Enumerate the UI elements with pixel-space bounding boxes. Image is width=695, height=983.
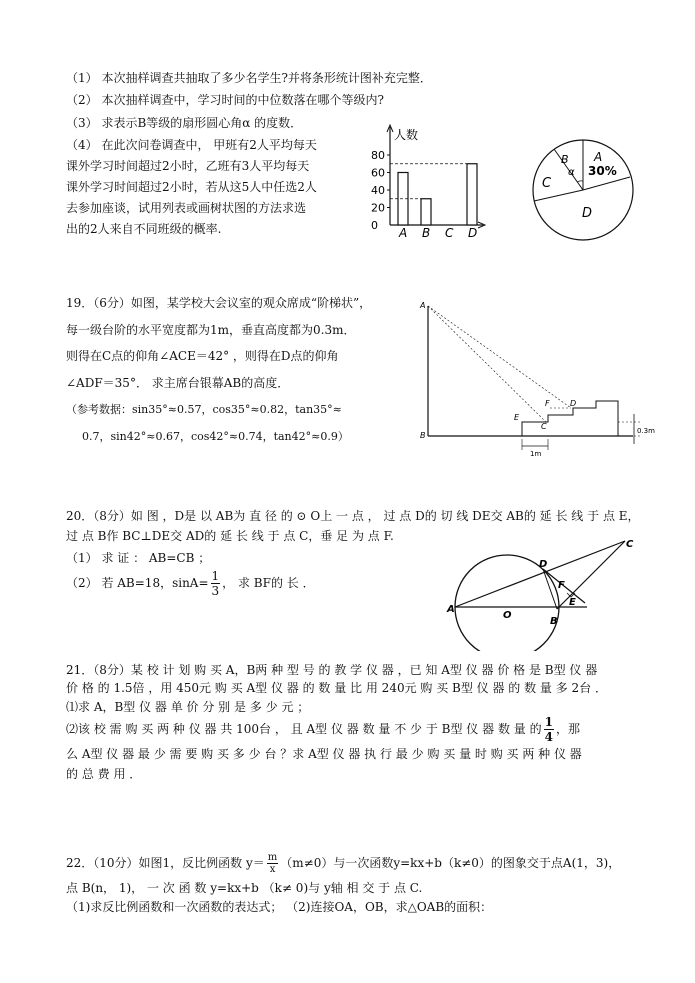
pie-label-b: B [561, 153, 569, 166]
bar-D [467, 164, 477, 225]
fig20-label-e: E [569, 597, 576, 608]
q18-line-6: 课外学习时间超过2小时，若从这5人中任选2人 [66, 180, 317, 194]
q21-line-6: 的 总 费 用 ． [66, 767, 142, 781]
q21-line-4-pre: ⑵该 校 需 购 买 两 种 仪 器 共 100台 ， 且 A型 仪 器 数 量 不 少 于 B型 仪 器 数 量 的 [66, 722, 542, 736]
pie-label-a-pct: 30% [588, 164, 617, 178]
sight-line-c [428, 306, 546, 422]
q21-fraction [544, 715, 554, 744]
q21-line-2: 价 格 的 1.5倍 ，用 450元 购 买 A型 仪 器 的 数 量 比 用 240元 购 买 B型 仪 器 的 数 量 多 2台 ． [66, 681, 608, 695]
fig20-label-f: F [558, 580, 565, 591]
q20-line-2: 过 点 B作 BC⊥DE交 AD的 延 长 线 于 点 C，垂 足 为 点 F. [66, 529, 394, 543]
bar-B [421, 199, 431, 225]
q20-part-2-post: ， 求 BF的 长 ． [222, 576, 315, 590]
pie-label-a: A [594, 150, 603, 164]
q21-line-1: 21．（8分）某 校 计 划 购 买 A，B两 种 型 号 的 教 学 仪 器 ，已 知 A型 仪 器 价 格 是 B型 仪 器 [66, 663, 598, 677]
fig19-label-a: A [420, 301, 426, 310]
q21-frac-den: 4 [544, 730, 553, 744]
q21-line-5: 么 A型 仪 器 最 少 需 要 购 买 多 少 台 ？求 A型 仪 器 执 行 最 少 购 买 量 时 购 买 两 种 仪 器 [66, 747, 582, 761]
q18-line-8: 出的2人来自不同班级的概率. [66, 222, 222, 236]
pie-label-alpha: α [568, 167, 575, 178]
fig20-label-c: C [626, 539, 634, 550]
fig19-label-b: B [420, 431, 426, 440]
fig20-label-a: A [447, 604, 455, 615]
bar-ytick-label: 40 [371, 184, 385, 197]
q22-frac-den: x [269, 864, 276, 875]
fig19-label-width: 1m [530, 450, 542, 458]
line-ac [455, 541, 625, 607]
bar-ytick-label: 80 [371, 149, 385, 162]
q21-line-4-post: ，那 [555, 722, 580, 736]
q22-line-3: （1)求反比例函数和一次函数的表达式； （2)连接OA，OB，求△OAB的面积： [66, 900, 493, 914]
bar-chart [368, 122, 493, 240]
pie-label-c: C [542, 176, 552, 191]
fig20-label-o: O [503, 610, 512, 621]
q22-fraction [267, 852, 278, 875]
bar-category-label: D [468, 226, 478, 240]
q18-line-1: （1） 本次抽样调查共抽取了多少名学生?并将条形统计图补充完整． [66, 71, 432, 85]
q20-part-2 [66, 568, 315, 598]
pie-slice-divider [583, 177, 630, 190]
bar-ytick-label: 60 [371, 166, 385, 180]
q20-line-1: 20．（8分）如 图 ，D是 以 AB为 直 径 的 ⊙ O上 一 点 ， 过 点 D的 切 线 DE交 AB的 延 长 线 于 点 E， [66, 509, 640, 523]
bar-ytick-label: 0 [371, 219, 378, 232]
q18-line-4: （4） 在此次问卷调查中， 甲班有2人平均每天 [66, 138, 317, 152]
q18-line-2: （2） 本次抽样调查中，学习时间的中位数落在哪个等级内? [66, 93, 384, 107]
q21-line-4 [66, 714, 580, 744]
pie-label-d: D [582, 206, 593, 221]
pie-alpha-arc [577, 181, 583, 182]
q20-part-1: （1） 求 证 ： AB=CB ； [66, 551, 211, 565]
q22-frac-num: m [267, 852, 278, 863]
pie-chart [528, 135, 638, 245]
q22-line-1 [66, 848, 620, 878]
q19-line-2: 每一级台阶的水平宽度都为1m，垂直高度都为0.3m． [66, 323, 356, 337]
q18-line-3: （3） 求表示B等级的扇形圆心角α 的度数． [66, 116, 303, 130]
q19-figure [418, 298, 690, 458]
bar-category-label: A [399, 226, 408, 240]
bar-category-label: B [422, 226, 431, 240]
q19-line-1: 19．（6分）如图，某学校大会议室的观众席成“阶梯状”， [66, 296, 372, 310]
pie-slice-divider [534, 190, 583, 201]
fig19-label-f: F [545, 399, 550, 408]
q20-part-2-pre: （2） 若 AB=18，sinA= [66, 576, 209, 590]
sight-line-d [428, 306, 571, 408]
fig19-label-height: 0.3m [637, 427, 655, 435]
q22-line-2: 点 B(n， 1)， 一 次 函 数 y=kx+b （k≠ 0)与 y轴 相 交 于 点 C. [66, 881, 423, 895]
q19-line-3: 则得在C点的仰角∠ACE＝42° ，则得在D点的仰角 [66, 349, 339, 363]
q20-figure [445, 533, 645, 651]
line-bc [557, 541, 625, 609]
bar-chart-ylabel: 人数 [394, 128, 419, 142]
q19-line-5: （参考数据：sin35°≈0.57，cos35°≈0.82，tan35°≈ [66, 403, 342, 416]
q22-line-1-pre: 22．（10分）如图1，反比例函数 y＝ [66, 856, 265, 870]
q21-line-3: ⑴求 A，B型 仪 器 单 价 分 别 是 多 少 元 ； [66, 700, 310, 714]
bar-category-label: C [445, 226, 454, 240]
q22-line-1-post: （m≠0）与一次函数y=kx+b（k≠0）的图象交于点A(1，3)， [280, 856, 621, 870]
fig19-label-c: C [541, 422, 547, 431]
q19-line-6: 0.7，sin42°≈0.67，cos42°≈0.74，tan42°≈0.9） [82, 430, 349, 443]
q19-line-4: ∠ADF＝35°． 求主席台银幕AB的高度． [66, 376, 290, 390]
q18-line-7: 去参加座谈，试用列表或画树状图的方法求选 [66, 201, 307, 215]
fig20-label-b: B [550, 616, 558, 627]
fig20-label-d: D [539, 559, 548, 570]
bar-ytick-label: 20 [371, 201, 385, 215]
fig19-label-d: D [570, 399, 577, 408]
q21-frac-num: 1 [544, 715, 553, 729]
q20-frac-den: 3 [211, 584, 220, 598]
fig19-label-e: E [514, 413, 520, 422]
q18-line-5: 课外学习时间超过2小时，乙班有3人平均每天 [66, 159, 310, 173]
q20-frac-num: 1 [211, 569, 220, 583]
q20-fraction [211, 569, 221, 598]
